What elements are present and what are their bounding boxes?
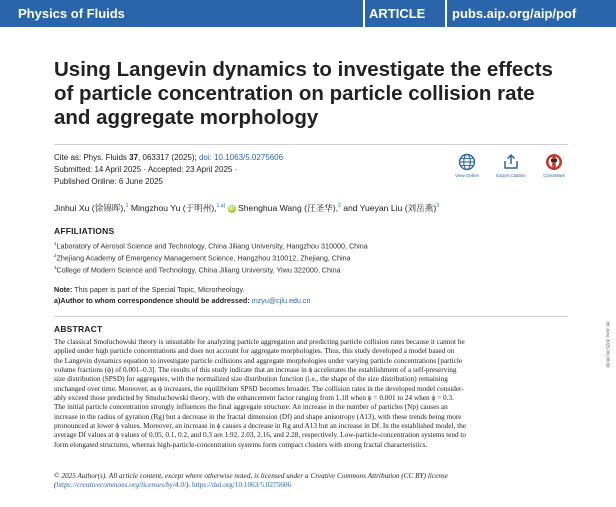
published-line: Published Online: 6 June 2025 <box>54 177 163 186</box>
view-online-label: View Online <box>455 173 479 178</box>
abstract-line: volume fractions (ϕ) of 0.001–0.3]. The results of this study indicate that an increase in ϕ accelerates the establishment of a self-preserving <box>54 366 457 375</box>
orcid-icon[interactable]: iD <box>229 205 235 212</box>
citation-block <box>54 152 283 188</box>
affiliation-marker: 3 <box>54 265 57 270</box>
crossmark-label: CrossMark <box>543 173 565 178</box>
abstract-line: average Df values at ϕ values of 0.05, 0.1, 0.2, and 0.3 are 1.92, 2.03, 2.16, and 2.28, respectively. Low-particle-concentration systems tend to <box>54 431 467 440</box>
header-divider <box>363 0 365 27</box>
abstract-line: The classical Smoluchowski theory is unsuitable for analyzing particle aggregation and predicting particle collision rates because it cannot be <box>54 338 465 346</box>
license-text: © 2025 Author(s). All article content, except where otherwise noted, is licensed under a Creative Commons Attribution (CC BY) license ( <box>54 472 448 490</box>
cite-as-prefix: Cite as: Phys. Fluids <box>54 153 130 162</box>
cite-rest: , 063317 (2025); <box>138 153 199 162</box>
doi-url-link[interactable]: https://doi.org/10.1063/5.0275606 <box>192 481 292 490</box>
export-icon <box>502 153 520 171</box>
license-close: ). <box>185 481 193 490</box>
affiliation-text: College of Modern Science and Technology, China Jiliang University, Yiwu 322000, China <box>56 265 341 275</box>
affiliations-heading: AFFILIATIONS <box>54 226 115 236</box>
download-timestamp-text: 08 June 2025 06:38:00 <box>605 321 611 368</box>
divider <box>54 316 568 317</box>
note-text: This paper is part of the Special Topic, Microrheology. <box>72 285 245 294</box>
export-citation-label: Export Citation <box>496 173 526 178</box>
author-name[interactable]: Mingzhou Yu (于明州), <box>130 203 217 213</box>
journal-url-link[interactable]: pubs.aip.org/aip/pof <box>452 6 577 21</box>
email-link[interactable]: mzyu@cjlu.edu.cn <box>251 296 311 305</box>
affiliation-marker: 1 <box>54 241 57 246</box>
author-name[interactable]: and Yueyan Liu (刘岳燕) <box>343 203 437 213</box>
article-title: Using Langevin dynamics to investigate the effects of particle concentration on particle collision rate and aggregate morphology <box>54 58 553 129</box>
correspondence-note <box>54 296 311 305</box>
article-type-label: ARTICLE <box>369 6 426 21</box>
submitted-line: Submitted: 14 April 2025 · Accepted: 23 April 2025 · <box>54 165 238 174</box>
globe-icon <box>458 153 476 171</box>
download-timestamp <box>604 321 612 405</box>
abstract-heading: ABSTRACT <box>54 324 103 334</box>
view-online-button[interactable] <box>447 153 487 178</box>
correspondence-label: a)Author to whom correspondence should be addressed: <box>54 296 250 305</box>
affiliation-item <box>54 253 351 262</box>
abstract-line: form elongated structures, whereas high-particle-concentration systems form compact clusters with strong fractal characteristics. <box>54 440 428 449</box>
abstract-line: the Langevin dynamics equation to investigate particle collisions and aggregate morphologies under varying particle concentrations [particle <box>54 356 463 365</box>
abstract-line: applied under high particle concentrations and does not account for aggregate morphologies. Thus, this study developed a model based on <box>54 347 455 356</box>
author-affiliation-marker: 1 <box>125 203 129 210</box>
abstract-line: The initial particle concentration strongly influences the final aggregate structure. An increase in the number of particles (Np) causes an <box>54 403 448 412</box>
special-topic-note <box>54 285 245 294</box>
affiliation-item <box>54 265 341 274</box>
volume-number: 37 <box>129 153 139 162</box>
export-citation-button[interactable] <box>491 153 531 178</box>
affiliation-text: Zhejiang Academy of Emergency Management Science, Hangzhou 310012, Zhejiang, China <box>56 253 351 263</box>
author-affiliation-marker: 1,a) <box>216 203 226 210</box>
affiliation-text: Laboratory of Aerosol Science and Technology, China Jiliang University, Hangzhou 310000, China <box>56 241 368 251</box>
header-divider <box>445 0 447 27</box>
license-statement <box>54 472 568 491</box>
note-label: Note: <box>54 285 73 294</box>
abstract-line: ably exceed those predicted by Smoluchowski theory, with the enhancement factor ranging from 1.18 when ϕ = 0.001 to 24 when ϕ = 0.3. <box>54 394 454 403</box>
affiliation-item <box>54 241 368 250</box>
affiliation-marker: 2 <box>54 253 57 258</box>
abstract-line: unchanged over time. Moreover, as ϕ increases, the equilibrium SPSD becomes broader. The collision rates in the developed model consider- <box>54 384 464 393</box>
crossmark-icon <box>545 153 563 171</box>
cite-as-line <box>54 152 283 164</box>
cc-license-link[interactable]: https://creativecommons.org/licenses/by/4.0/ <box>56 481 186 490</box>
doi-link[interactable]: doi: 10.1063/5.0275606 <box>198 153 284 162</box>
author-list <box>54 202 439 214</box>
abstract-line: increase in the radius of gyration (Rg) but a decrease in the fractal dimension (Df) and shape anisotropy (A13), with these trends being more <box>54 412 462 421</box>
divider <box>54 144 568 145</box>
author-affiliation-marker: 2 <box>338 203 341 210</box>
journal-header-bar <box>0 0 616 27</box>
abstract-line: size distribution (SPSD) for aggregates, with the normalized size distribution function (i.e., the shape of the size distribution) remaining <box>54 375 448 384</box>
author-name[interactable]: Jinhui Xu (徐锦晖), <box>54 203 126 213</box>
crossmark-button[interactable] <box>534 153 574 178</box>
journal-name[interactable]: Physics of Fluids <box>18 6 125 21</box>
author-name[interactable]: Shenghua Wang (汪圣华), <box>238 203 339 213</box>
author-affiliation-marker: 3 <box>436 203 439 210</box>
abstract-line: pronounced at lower ϕ values. Moreover, an increase in ϕ causes a decrease in Rg and A13 but an increase in Df. In the established model, the <box>54 422 466 431</box>
abstract-body <box>54 338 568 450</box>
